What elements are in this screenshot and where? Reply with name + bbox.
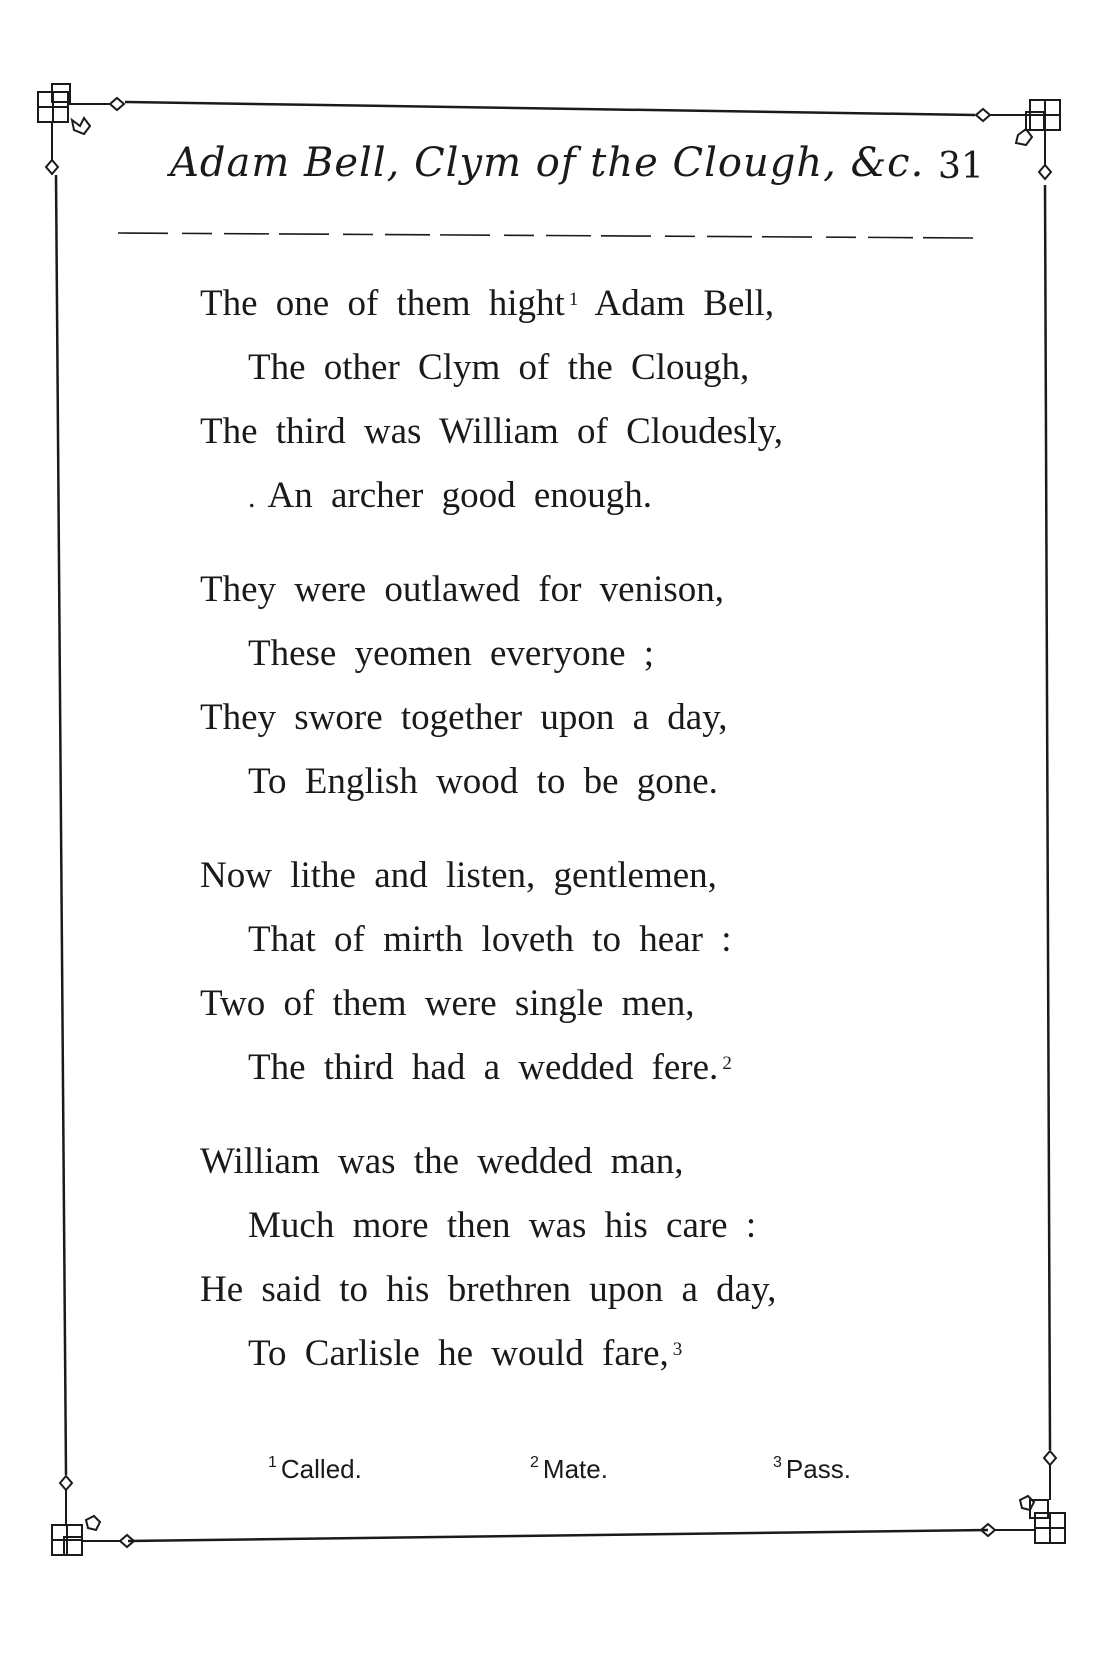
footnote	[530, 1454, 608, 1485]
verse-line	[200, 1258, 960, 1322]
stanza	[200, 272, 960, 528]
verse-line	[200, 1194, 960, 1258]
verse-line-text: The third was William of Cloudesly,	[200, 411, 784, 452]
footnote-text: Called.	[280, 1454, 362, 1484]
footnote-marker: 2	[722, 1053, 732, 1074]
verse-line-text: The third had a wedded fere.	[248, 1047, 719, 1088]
verse-line	[200, 1036, 960, 1100]
verse-line-text: That of mirth loveth to hear :	[248, 919, 732, 960]
footnote-number: 1	[268, 1454, 277, 1471]
corner-ornament-top-right	[976, 100, 1060, 179]
footnote-marker: 3	[672, 1339, 683, 1360]
running-head	[150, 140, 984, 200]
stanza	[200, 558, 960, 814]
verse-line-text: Now lithe and listen, gentlemen,	[200, 855, 717, 896]
verse-line-mark: .	[248, 481, 256, 514]
verse-line-text: The other Clym of the Clough,	[248, 347, 750, 388]
corner-ornament-bottom-right	[981, 1451, 1065, 1543]
verse-line	[200, 400, 960, 464]
verse-line-text: They swore together upon a day,	[200, 697, 728, 738]
footnote	[268, 1454, 362, 1485]
verse-line	[200, 1322, 960, 1386]
verse-line	[200, 1130, 960, 1194]
verse-line	[200, 464, 960, 528]
verse-line	[200, 844, 960, 908]
verse-line-text: To English wood to be gone.	[248, 761, 718, 802]
verse-line-text: He said to his brethren upon a day,	[200, 1269, 777, 1310]
footnote-number: 2	[530, 1454, 539, 1471]
verse-line-text: These yeomen everyone ;	[248, 633, 655, 674]
verse-line	[200, 972, 960, 1036]
running-title: Adam Bell, Clym of the Clough, &c.	[170, 140, 925, 186]
verse-line	[200, 272, 960, 336]
verse-line-text-continued: Adam Bell,	[578, 283, 775, 324]
footnote-number: 3	[773, 1454, 782, 1471]
footnote-marker: 1	[568, 289, 579, 310]
verse-line	[200, 622, 960, 686]
footnotes	[268, 1454, 888, 1494]
corner-ornament-top-left	[38, 84, 124, 174]
verse-line	[200, 750, 960, 814]
verse-line-text: An archer good enough.	[267, 475, 653, 516]
verse-line	[200, 908, 960, 972]
verse-body	[200, 272, 960, 1416]
verse-line-text: Two of them were single men,	[200, 983, 695, 1024]
verse-line-text: Much more then was his care :	[248, 1205, 757, 1246]
stanza	[200, 1130, 960, 1386]
stanza	[200, 844, 960, 1100]
page-number: 31	[938, 146, 984, 187]
verse-line-text: They were outlawed for venison,	[200, 569, 725, 610]
corner-ornament-bottom-left	[52, 1476, 134, 1555]
verse-line-text: To Carlisle he would fare,	[248, 1333, 669, 1374]
verse-line	[200, 558, 960, 622]
footnote-text: Pass.	[785, 1454, 851, 1484]
footnote	[773, 1454, 851, 1485]
verse-line-text: William was the wedded man,	[200, 1141, 684, 1182]
verse-line-text: The one of them hight	[200, 283, 565, 324]
verse-line	[200, 686, 960, 750]
footnote-text: Mate.	[542, 1454, 608, 1484]
verse-line	[200, 336, 960, 400]
